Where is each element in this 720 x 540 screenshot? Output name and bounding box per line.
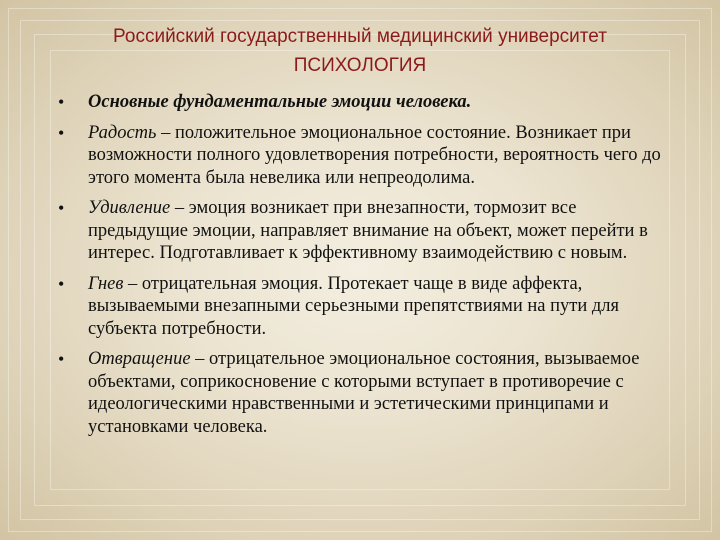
bullet-icon: • [58, 349, 65, 369]
emotion-term: Гнев [88, 273, 124, 294]
bullet-icon: • [58, 273, 65, 294]
bullet-list [58, 91, 668, 446]
list-item [58, 122, 668, 190]
bullet-icon: • [58, 122, 65, 143]
slide-title [0, 22, 720, 80]
subject-name: ПСИХОЛОГИЯ [293, 55, 427, 76]
emotion-description: – отрицательная эмоция. Протекает чаще в виде аффекта, вызываемыми внезапными серьезными препятствиями на пути для субъекта потребности. [88, 273, 620, 339]
list-item [58, 91, 668, 114]
emotion-description: – положительное эмоциональное состояние. Возникает при возможности полного удовлетворения потребности, вероятность чего до этого момента была невелика или непреодолима. [88, 122, 661, 188]
emotion-term: Удивление [88, 198, 171, 218]
list-item [58, 348, 668, 438]
university-name: Российский государственный медицинский университет [113, 26, 607, 47]
list-heading: Основные фундаментальные эмоции человека. [88, 92, 472, 112]
emotion-term: Отвращение [88, 349, 191, 369]
emotion-description: – отрицательное эмоциональное состояния, вызываемое объектами, соприкосновение с которыми вступает в противоречие с идеологическими нравственными и эстетическими принципами и установками человека. [88, 349, 640, 437]
bullet-icon: • [58, 198, 65, 218]
emotion-term: Радость [88, 122, 157, 143]
list-item [58, 273, 668, 341]
bullet-icon: • [58, 92, 65, 112]
emotion-description: – эмоция возникает при внезапности, тормозит все предыдущие эмоции, направляет внимание на объект, может перейти в интерес. Подготавливает к эффективному взаимодействию с новым. [88, 198, 648, 263]
list-item [58, 197, 668, 265]
